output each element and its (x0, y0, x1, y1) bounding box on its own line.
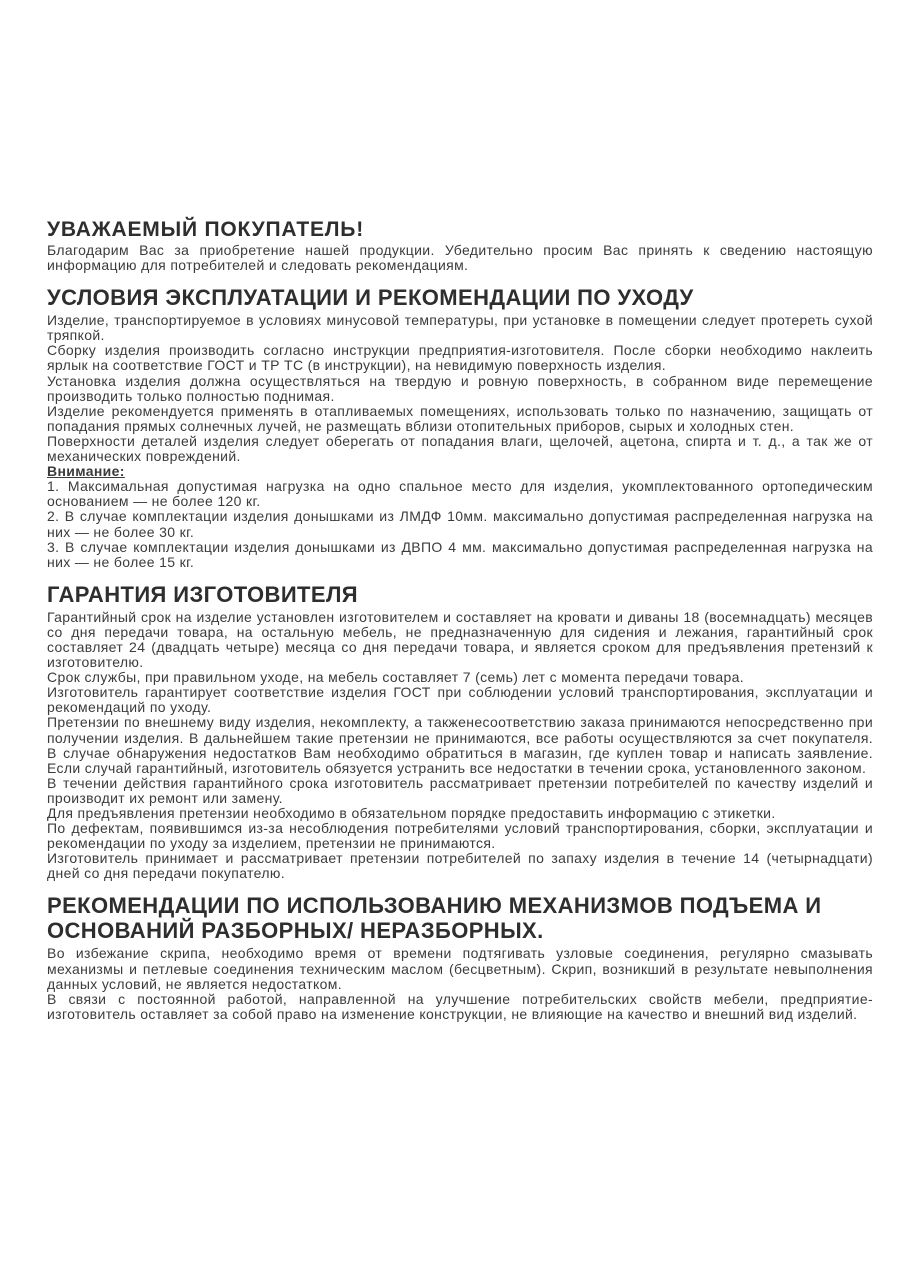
attention-label: Внимание: (47, 463, 125, 480)
care-conditions-title: УСЛОВИЯ ЭКСПЛУАТАЦИИ И РЕКОМЕНДАЦИИ ПО УХОДУ (47, 285, 694, 311)
mechanisms-paragraph: Во избежание скрипа, необходимо время от времени подтягивать узловые соединения, регулярно смазывать механизмы и петлевые соединения техническим маслом (бесцветным). Скрип, возникший в результате невыполнения данных условий, не является недостатком. (47, 945, 873, 992)
attention-item: 2. В случае комплектации изделия донышками из ЛМДФ 10мм. максимально допустимая распределенная нагрузка на них — не более 30 кг. (47, 508, 873, 540)
attention-item: 1. Максимальная допустимая нагрузка на одно спальное место для изделия, укомплектованного ортопедическим основанием — не более 120 кг. (47, 478, 873, 510)
warranty-paragraph: По дефектам, появившимся из-за несоблюдения потребителями условий транспортирования, сборки, эксплуатации и рекомендации по уходу за изделием, претензии не принимаются. (47, 820, 873, 852)
care-paragraph: Поверхности деталей изделия следует оберегать от попадания влаги, щелочей, ацетона, спирта и т. д., а так же от механических повреждений. (47, 432, 873, 465)
mechanisms-title: РЕКОМЕНДАЦИИ ПО ИСПОЛЬЗОВАНИЮ МЕХАНИЗМОВ ПОДЪЕМА И ОСНОВАНИЙ РАЗБОРНЫХ/ НЕРАЗБОРНЫХ. (47, 893, 822, 944)
intro-title: УВАЖАЕМЫЙ ПОКУПАТЕЛЬ! (47, 218, 364, 241)
mechanisms-paragraph: В связи с постоянной работой, направленной на улучшение потребительских свойств мебели, предприятие-изготовитель оставляет за собой право на изменение конструкции, не влияющие на качество и внешний вид изделий. (47, 990, 873, 1022)
warranty-paragraph: В течении действия гарантийного срока изготовитель рассматривает претензии потребителей по качеству изделий и производит их ремонт или замену. (47, 774, 873, 806)
warranty-paragraph: Гарантийный срок на изделие установлен изготовителем и составляет на кровати и диваны 18 (восемнадцать) месяцев со дня передачи товара, на остальную мебель, не предназначенную для сидения и лежания, гарантийный срок составляет 24 (двадцать четыре) месяца со дня передачи товара, и является сроком для предъявления претензий к изготовителю. (47, 608, 873, 671)
section-mechanisms (47, 893, 873, 1021)
care-paragraph: Изделие рекомендуется применять в отапливаемых помещениях, использовать только по назначению, защищать от попадания прямых солнечных лучей, не размещать вблизи отопительных приборов, сырых и холодных стен. (47, 402, 873, 434)
section-care-conditions (47, 285, 873, 570)
intro-paragraph: Благодарим Вас за приобретение нашей продукции. Убедительно просим Вас принять к сведению настоящую информацию для потребителей и следовать рекомендациям. (47, 242, 873, 274)
warranty-paragraph: Для предъявления претензии необходимо в обязательном порядке предоставить информацию с этикетки. (47, 805, 776, 821)
warranty-title: ГАРАНТИЯ ИЗГОТОВИТЕЛЯ (47, 581, 359, 607)
warranty-paragraph: Изготовитель гарантирует соответствие изделия ГОСТ при соблюдении условий транспортирования, эксплуатации и рекомендаций по уходу. (47, 684, 873, 716)
section-warranty (47, 582, 873, 882)
care-paragraph: Сборку изделия производить согласно инструкции предприятия-изготовителя. После сборки необходимо наклеить ярлык на соответствие ГОСТ и ТР ТС (в инструкции), на невидимую поверхность изделия. (47, 342, 873, 374)
warranty-paragraph: Изготовитель принимает и рассматривает претензии потребителей по запаху изделия в течение 14 (четырнадцати) дней со дня передачи покупателю. (47, 850, 873, 882)
warranty-paragraph: Срок службы, при правильном уходе, на мебель составляет 7 (семь) лет с момента передачи товара. (47, 669, 744, 686)
section-intro (47, 218, 873, 273)
care-paragraph: Изделие, транспортируемое в условиях минусовой температуры, при установке в помещении следует протереть сухой тряпкой. (47, 312, 873, 344)
attention-item: 3. В случае комплектации изделия донышками из ДВПО 4 мм. максимально допустимая распределенная нагрузка на них — не более 15 кг. (47, 538, 873, 570)
care-paragraph: Установка изделия должна осуществляться на твердую и ровную поверхность, в собранном виде перемещение производить только полностью поднимая. (47, 372, 873, 404)
warranty-paragraph: Претензии по внешнему виду изделия, некомплекту, а такженесоответствию заказа принимаются непосредственно при получении изделия. В дальнейшем такие претензии не принимаются, все работы осуществляются за счет покупателя. В случае обнаружения недостатков Вам необходимо обратиться в магазин, где куплен товар и написать заявление. Если случай гарантийный, изготовитель обязуется устранить все недостатки в течении срока, установленного законом. (47, 714, 873, 776)
